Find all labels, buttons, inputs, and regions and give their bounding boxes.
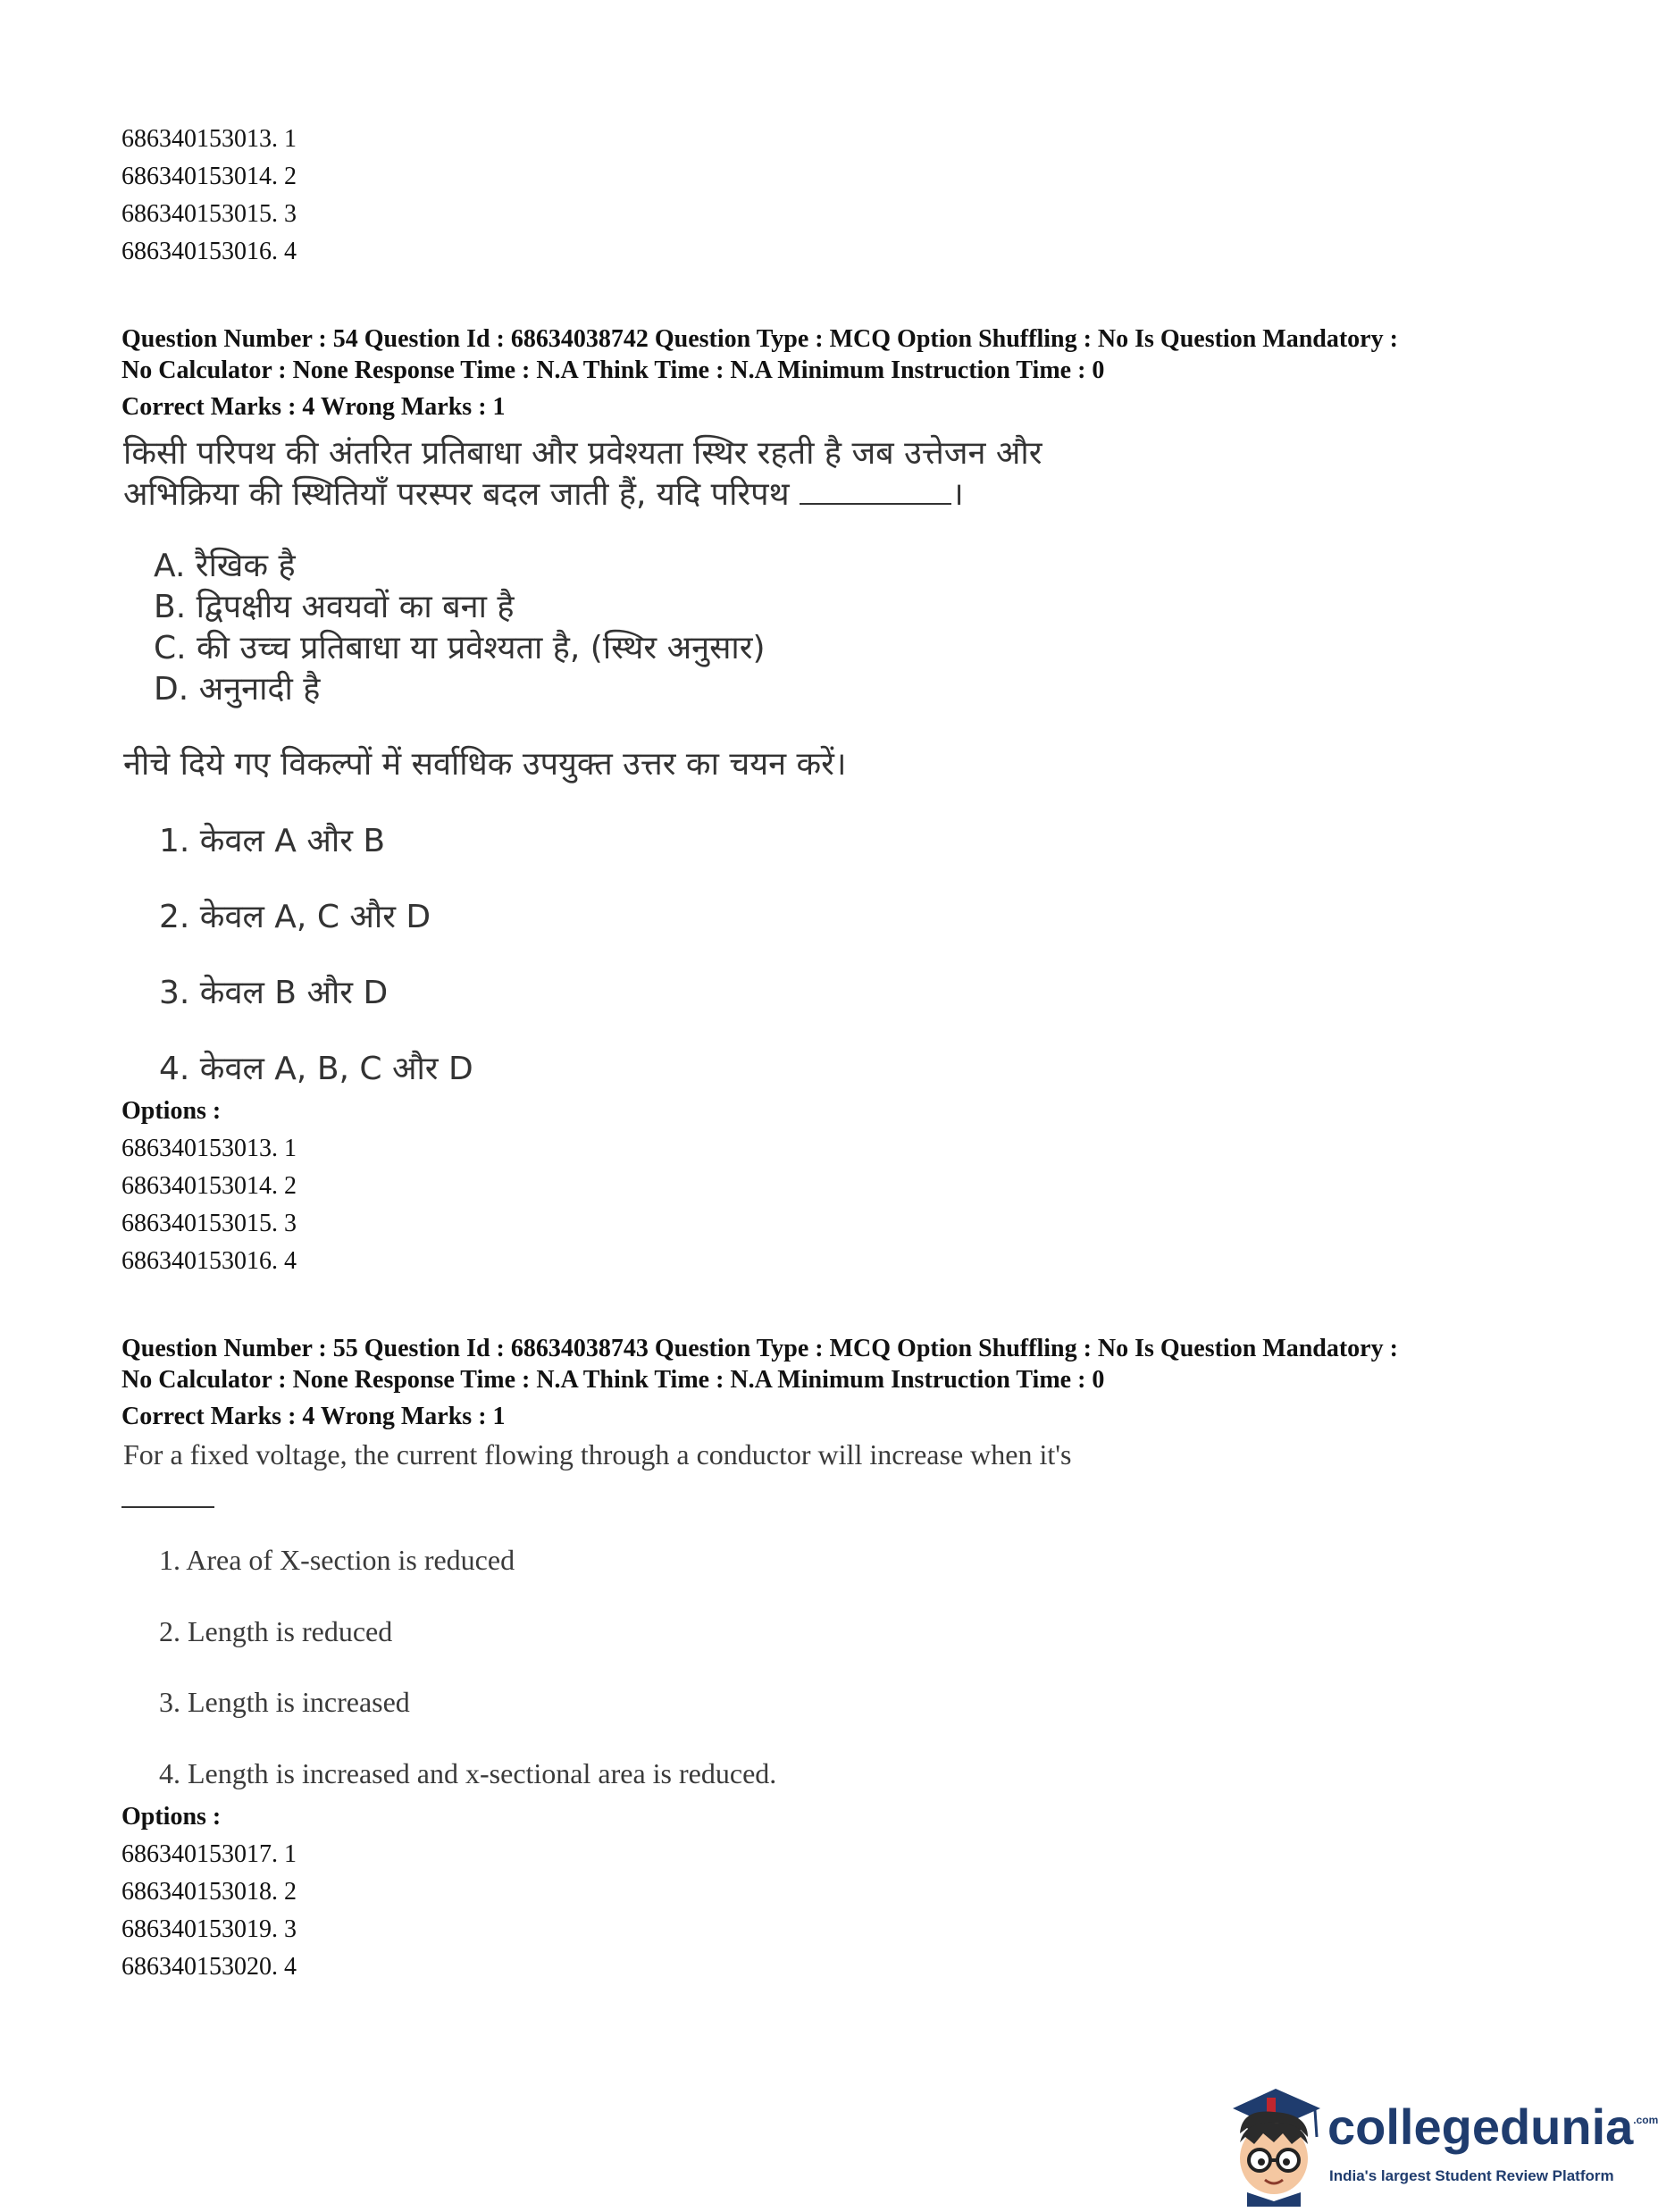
option-line: 686340153017. 1: [121, 1840, 297, 1868]
choice-item: 4. केवल A, B, C और D: [159, 1051, 473, 1087]
logo-wordmark: [1327, 2098, 1658, 2156]
question-header-line2: No Calculator : None Response Time : N.A Think Time : N.A Minimum Instruction Time : 0: [121, 356, 1105, 384]
question-stem-line2: [123, 473, 964, 516]
choice-item: 4. Length is increased and x-sectional area is reduced.: [159, 1757, 777, 1789]
option-line: 686340153016. 4: [121, 238, 297, 265]
choice-item: 3. Length is increased: [159, 1686, 410, 1718]
options-label: Options :: [121, 1803, 222, 1831]
question-header-line1: Question Number : 55 Question Id : 68634038743 Question Type : MCQ Option Shuffling : No Is Question Mandatory :: [121, 1335, 1398, 1362]
statement-item: A. रैखिक है: [154, 548, 296, 584]
question-stem-line1: किसी परिपथ की अंतरित प्रतिबाधा और प्रवेश्यता स्थिर रहती है जब उत्तेजन और: [123, 435, 1043, 472]
options-label: Options :: [121, 1097, 222, 1125]
option-line: 686340153016. 4: [121, 1247, 297, 1275]
question-marks: Correct Marks : 4 Wrong Marks : 1: [121, 393, 506, 421]
question-header-line1: Question Number : 54 Question Id : 68634038742 Question Type : MCQ Option Shuffling : No Is Question Mandatory :: [121, 325, 1398, 353]
choice-item: 3. केवल B और D: [159, 975, 389, 1011]
question-stem-end: ।: [951, 476, 964, 513]
logo-wordmark-text: collegedunia: [1327, 2099, 1634, 2155]
question-header-line2: No Calculator : None Response Time : N.A Think Time : N.A Minimum Instruction Time : 0: [121, 1366, 1105, 1394]
option-line: 686340153019. 3: [121, 1915, 297, 1943]
statement-item: D. अनुनादी है: [154, 671, 321, 708]
option-line: 686340153013. 1: [121, 125, 297, 153]
statement-item: C. की उच्च प्रतिबाधा या प्रवेश्यता है, (स्थिर अनुसार): [154, 630, 766, 666]
question-marks: Correct Marks : 4 Wrong Marks : 1: [121, 1403, 506, 1430]
option-line: 686340153014. 2: [121, 163, 297, 190]
statement-item: B. द्विपक्षीय अवयवों का बना है: [154, 589, 515, 625]
choice-item: 1. केवल A और B: [159, 823, 386, 859]
collegedunia-logo: [1215, 2082, 1658, 2207]
choice-item: 1. Area of X-section is reduced: [159, 1544, 515, 1576]
question-stem: For a fixed voltage, the current flowing through a conductor will increase when it's: [123, 1438, 1072, 1470]
answer-blank: [121, 1506, 214, 1508]
option-line: 686340153015. 3: [121, 200, 297, 228]
option-line: 686340153013. 1: [121, 1135, 297, 1162]
answer-blank: [800, 478, 951, 505]
logo-wordmark-suffix: .com: [1633, 2114, 1658, 2126]
option-line: 686340153018. 2: [121, 1878, 297, 1906]
choice-item: 2. Length is reduced: [159, 1615, 393, 1647]
question-instruction: नीचे दिये गए विकल्पों में सर्वाधिक उपयुक्त उत्तर का चयन करें।: [123, 746, 847, 783]
option-line: 686340153020. 4: [121, 1953, 297, 1981]
logo-tagline: India's largest Student Review Platform: [1329, 2167, 1614, 2184]
option-line: 686340153015. 3: [121, 1210, 297, 1237]
mascot-icon: [1215, 2082, 1331, 2207]
option-line: 686340153014. 2: [121, 1172, 297, 1200]
choice-item: 2. केवल A, C और D: [159, 899, 431, 935]
question-stem-text: अभिक्रिया की स्थितियाँ परस्पर बदल जाती हैं, यदि परिपथ: [123, 476, 790, 513]
